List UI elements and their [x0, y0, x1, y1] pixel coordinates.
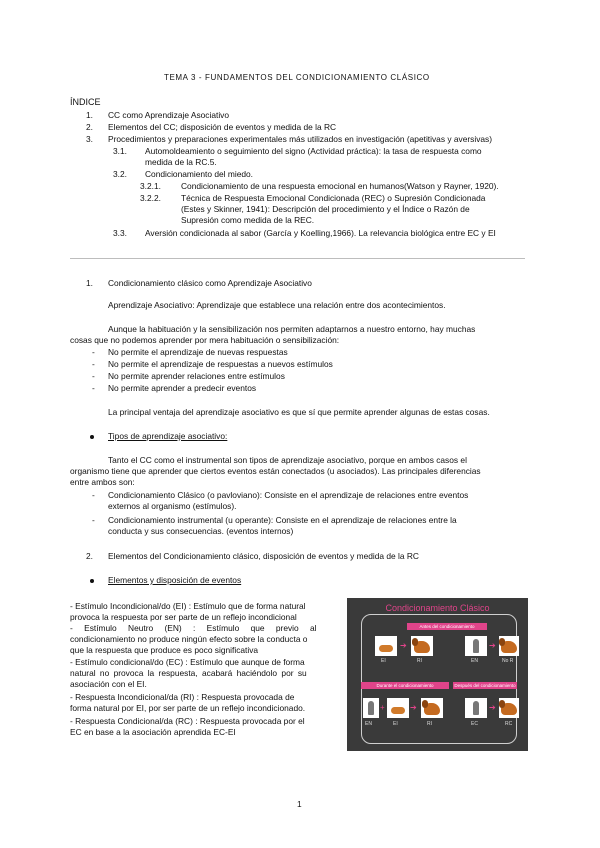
index-subitem: Aversión condicionada al sabor (García y Koelling,1966). La relevancia biológica entre EC y EI: [145, 228, 496, 238]
paragraph-line: Tanto el CC como el instrumental son tipos de aprendizaje asociativo, porque en ambos casos el: [108, 455, 467, 465]
list-item: externos al organismo (estímulos).: [108, 501, 237, 511]
bell-tile: [465, 698, 487, 718]
paragraph-line: cosas que no podemos aprender por mera habituación o sensibilización:: [70, 335, 340, 345]
phase-during-bar: Durante el condicionamiento: [361, 682, 449, 689]
index-item-number: 2.: [86, 122, 93, 132]
dash-marker: -: [92, 347, 95, 357]
document-title: TEMA 3 - FUNDAMENTOS DEL CONDICIONAMIENTO CLÁSICO: [164, 73, 430, 82]
dash-marker: -: [92, 490, 95, 500]
label-ec: EC: [471, 721, 478, 727]
arrow-icon: ➔: [400, 641, 407, 650]
label-ri: RI: [417, 658, 422, 664]
dog-tile: [499, 698, 519, 718]
label-ei: EI: [381, 658, 386, 664]
paragraph-line: organismo tiene que aprender que ciertos eventos están conectados (u asociados). Las principales diferencias: [70, 466, 481, 476]
arrow-icon: ➔: [489, 641, 496, 650]
index-subitem: Condicionamiento del miedo.: [145, 169, 254, 179]
index-subitem: Técnica de Respuesta Emocional Condicionada (REC) o Supresión Condicionada: [181, 193, 486, 203]
bell-tile: [465, 636, 487, 656]
section-title: Condicionamiento clásico como Aprendizaje Asociativo: [108, 278, 312, 288]
label-en: EN: [365, 721, 372, 727]
definition-line: - Respuesta Condicional/da (RC) : Respuesta provocada por el: [70, 716, 305, 726]
definition-line: - Estímulo Incondicional/do (EI) : Estímulo que de forma natural: [70, 601, 306, 611]
plus-icon: +: [380, 703, 385, 712]
definition-line: - Estímulo Neutro (EN) : Estímulo que previo al: [70, 623, 317, 633]
index-subitem-number: 3.2.1.: [140, 181, 161, 191]
index-item: Elementos del CC; disposición de eventos y medida de la RC: [108, 122, 337, 132]
index-item: CC como Aprendizaje Asociativo: [108, 110, 230, 120]
definition-line: EC en base a la asociación aprendida EC-EI: [70, 727, 236, 737]
index-heading: ÍNDICE: [70, 97, 101, 107]
page-number: 1: [297, 799, 302, 809]
index-subitem-number: 3.2.: [113, 169, 127, 179]
label-ri: RI: [427, 721, 432, 727]
paragraph-line: entre ambos son:: [70, 477, 135, 487]
definition-line: - Estímulo condicional/do (EC) : Estímulo que aunque de forma: [70, 657, 305, 667]
index-subitem: medida de la RC.5.: [145, 157, 217, 167]
list-item: No permite aprender relaciones entre estímulos: [108, 371, 285, 381]
phase-before-bar: Antes del condicionamiento: [407, 623, 487, 630]
food-tile: [387, 698, 409, 718]
dog-tile: [411, 636, 433, 656]
definition-line: natural no provoca la respuesta, acabará haciéndolo por su: [70, 668, 307, 678]
definition-line: - Respuesta Incondicional/da (RI) : Respuesta provocada de: [70, 692, 295, 702]
index-subitem: (Estes y Skinner, 1941): Descripción del procedimiento y el Índice o Razón de: [181, 204, 470, 214]
dash-marker: -: [92, 359, 95, 369]
list-item: No permite aprender a predecir eventos: [108, 383, 257, 393]
list-item: conducta y sus consecuencias. (eventos internos): [108, 526, 294, 536]
list-item: No permite el aprendizaje de respuestas a nuevos estímulos: [108, 359, 333, 369]
list-item: No permite el aprendizaje de nuevas respuestas: [108, 347, 288, 357]
label-rc: RC: [505, 721, 513, 727]
dog-tile: [499, 636, 519, 656]
bell-tile: [363, 698, 379, 718]
divider: [70, 258, 525, 259]
phase-after-bar: Después del condicionamiento: [454, 683, 516, 688]
arrow-icon: ➔: [489, 703, 496, 712]
dash-marker: -: [92, 371, 95, 381]
index-subitem-number: 3.1.: [113, 146, 127, 156]
dash-marker: -: [92, 383, 95, 393]
figure-title: Condicionamiento Clásico: [385, 603, 490, 613]
index-subitem-number: 3.2.2.: [140, 193, 161, 203]
index-item: Procedimientos y preparaciones experimentales más utilizados en investigación (apetitivas y aversivas): [108, 134, 493, 144]
definition-line: provoca la respuesta por ser parte de un reflejo incondicional: [70, 612, 297, 622]
index-subitem: Supresión como medida de la REC.: [181, 215, 315, 225]
paragraph-line: La principal ventaja del aprendizaje asociativo es que sí que permite aprender algunas de estas cosas.: [108, 407, 490, 417]
classical-conditioning-figure: [347, 598, 528, 751]
paragraph-line: Aunque la habituación y la sensibilización nos permiten adaptarnos a nuestro entorno, hay muchas: [108, 324, 476, 334]
index-subitem: Condicionamiento de una respuesta emocional en humanos(Watson y Rayner, 1920).: [181, 181, 499, 191]
definition-line: que la respuesta que produce es poco significativa: [70, 645, 259, 655]
dog-tile: [421, 698, 443, 718]
list-item: Condicionamiento Clásico (o pavloviano): Consiste en el aprendizaje de relaciones entre eventos: [108, 490, 469, 500]
arrow-icon: ➔: [410, 703, 417, 712]
section-title: Elementos del Condicionamiento clásico, disposición de eventos y medida de la RC: [108, 551, 419, 561]
label-no-r: No R: [502, 658, 514, 664]
label-ei: EI: [393, 721, 398, 727]
definition: Aprendizaje Asociativo: Aprendizaje que establece una relación entre dos acontecimientos.: [108, 300, 446, 310]
index-subitem-number: 3.3.: [113, 228, 127, 238]
index-item-number: 3.: [86, 134, 93, 144]
section-number: 2.: [86, 551, 93, 561]
sub-heading: Tipos de aprendizaje asociativo:: [108, 431, 228, 441]
index-item-number: 1.: [86, 110, 93, 120]
figure-frame: [361, 614, 517, 744]
bullet-icon: [90, 579, 94, 583]
dash-marker: -: [92, 515, 95, 525]
list-item: Condicionamiento instrumental (u operante): Consiste en el aprendizaje de relaciones entre la: [108, 515, 457, 525]
section-number: 1.: [86, 278, 93, 288]
food-tile: [375, 636, 397, 656]
definition-line: forma natural por EI, por ser parte de un reflejo incondicionado.: [70, 703, 306, 713]
index-subitem: Automoldeamiento o seguimiento del signo (Actividad práctica): la tasa de respuesta como: [145, 146, 482, 156]
definition-line: asociación con el EI.: [70, 679, 147, 689]
bullet-icon: [90, 435, 94, 439]
sub-heading: Elementos y disposición de eventos: [108, 575, 242, 585]
definition-line: condicionamiento no produce ningún efecto sobre la conducta o: [70, 634, 308, 644]
label-en: EN: [471, 658, 478, 664]
